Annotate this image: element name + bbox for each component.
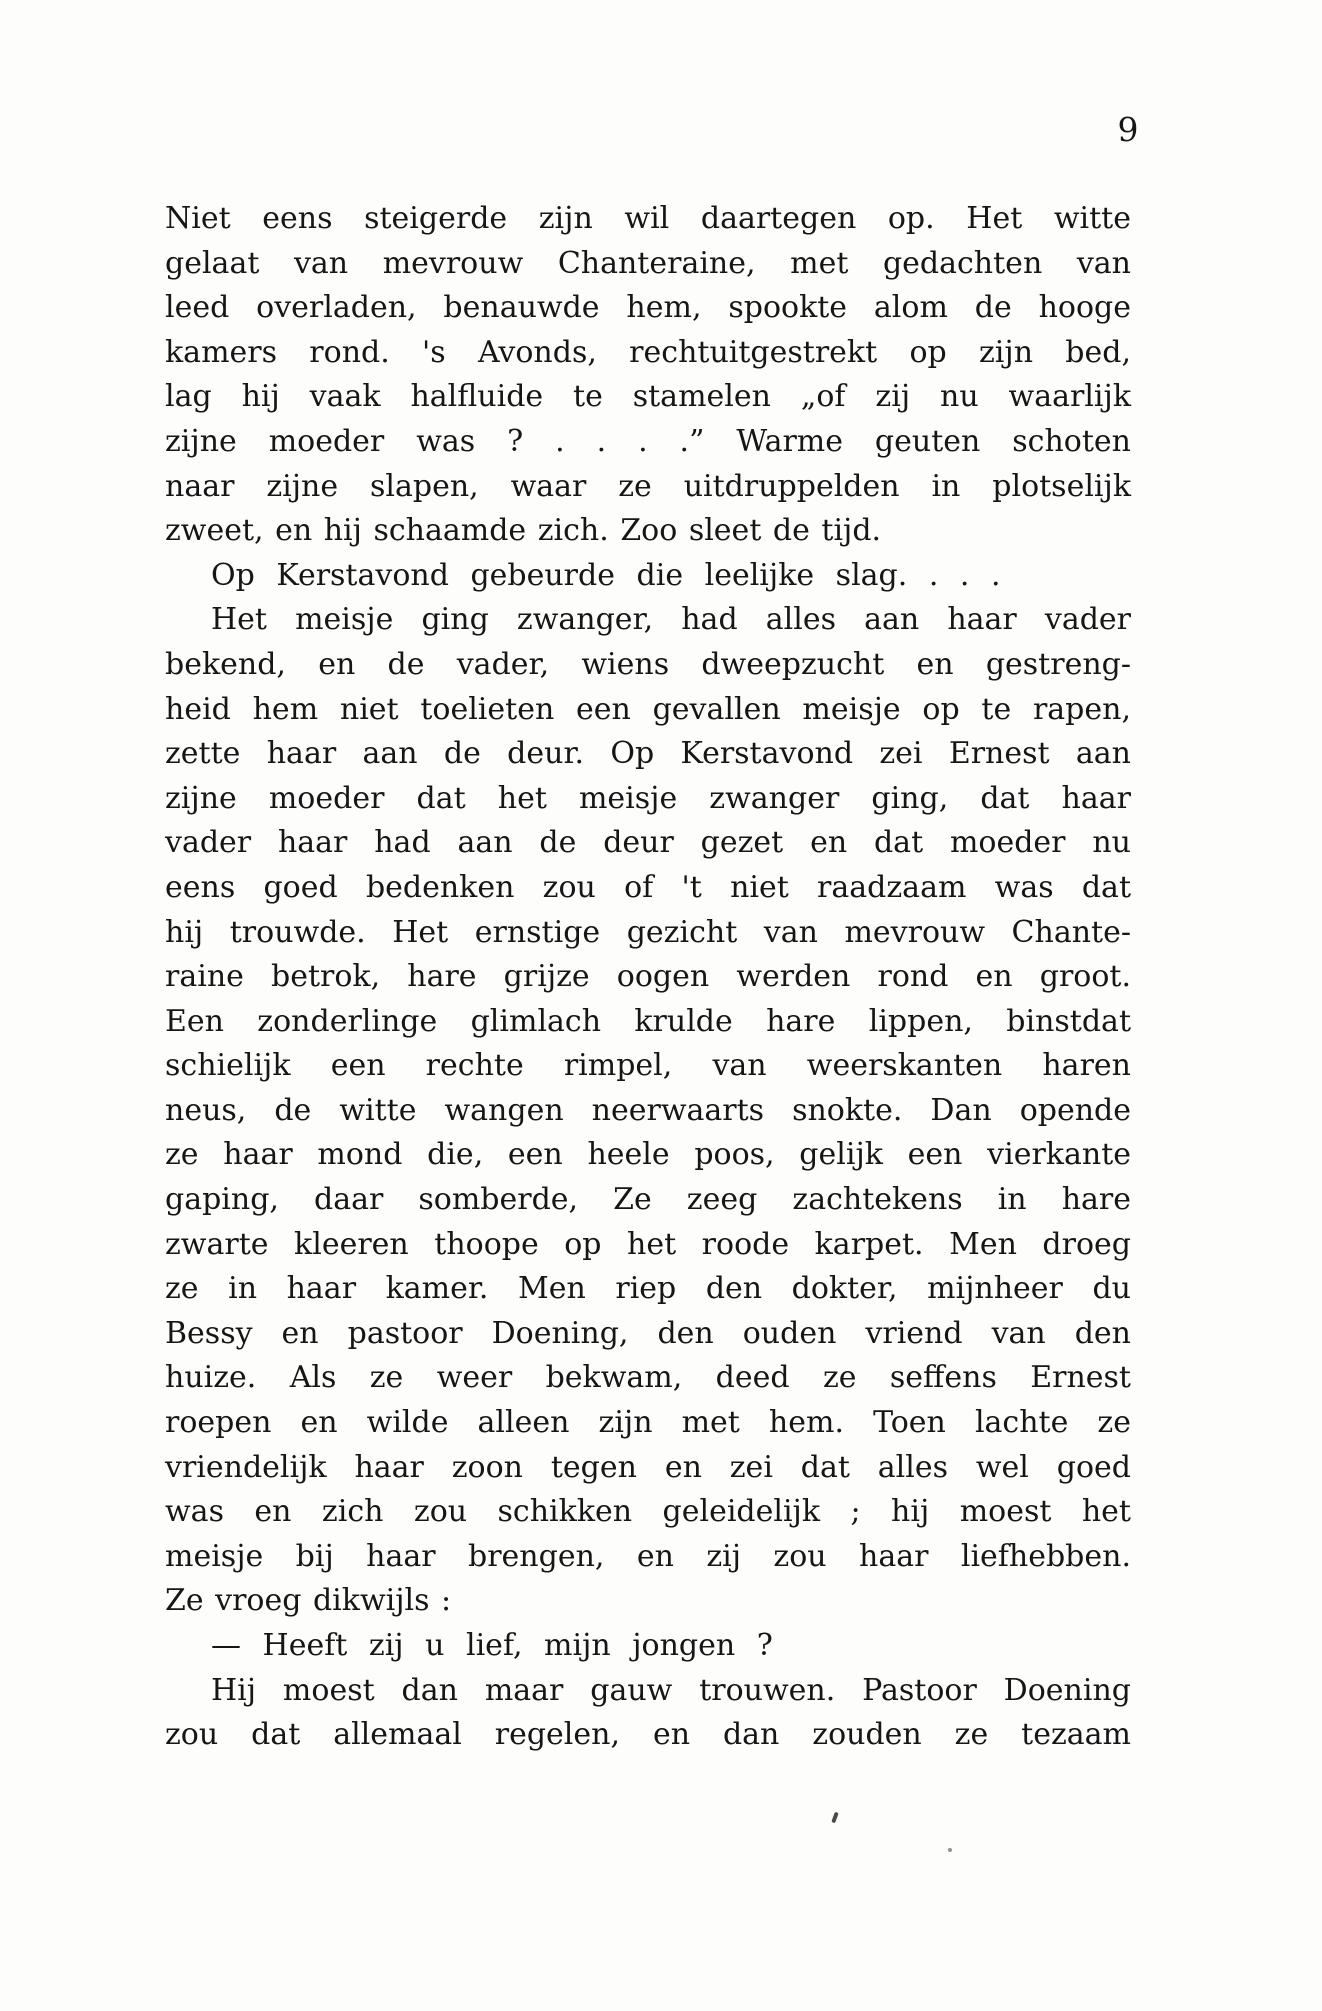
text-line: bekend, en de vader, wiens dweepzucht en gestreng- <box>165 646 1131 682</box>
text-line: Een zonderlinge glimlach krulde hare lippen, binstdat <box>165 1003 1131 1039</box>
text-line: zette haar aan de deur. Op Kerstavond zei Ernest aan <box>165 736 1131 772</box>
text-line: raine betrok, hare grijze oogen werden rond en groot. <box>165 959 1131 995</box>
text-line: zou dat allemaal regelen, en dan zouden ze tezaam <box>165 1717 1131 1753</box>
text-line: lag hij vaak halfluide te stamelen „of zij nu waarlijk <box>165 379 1131 415</box>
text-line: Het meisje ging zwanger, had alles aan haar vader <box>211 602 1131 638</box>
text-line: zijne moeder was ? . . . .” Warme geuten schoten <box>165 423 1131 459</box>
text-line: ze in haar kamer. Men riep den dokter, mijnheer du <box>165 1271 1131 1307</box>
text-line: — Heeft zij u lief, mijn jongen ? <box>211 1628 773 1663</box>
text-line: leed overladen, benauwde hem, spookte alom de hooge <box>165 290 1131 326</box>
text-line: zwarte kleeren thoope op het roode karpet. Men droeg <box>165 1226 1131 1262</box>
ink-speck <box>831 1812 839 1824</box>
text-line: was en zich zou schikken geleidelijk ; hij moest het <box>165 1494 1131 1530</box>
text-line: gaping, daar somberde, Ze zeeg zachtekens in hare <box>165 1182 1131 1218</box>
text-line: schielijk een rechte rimpel, van weerskanten haren <box>165 1048 1131 1084</box>
text-line: vader haar had aan de deur gezet en dat moeder nu <box>165 825 1131 861</box>
text-line: zijne moeder dat het meisje zwanger ging, dat haar <box>165 780 1131 816</box>
text-line: kamers rond. 's Avonds, rechtuitgestrekt op zijn bed, <box>165 334 1131 370</box>
text-line: roepen en wilde alleen zijn met hem. Toen lachte ze <box>165 1405 1131 1441</box>
page-number: 9 <box>1117 110 1139 149</box>
text-line: Hij moest dan maar gauw trouwen. Pastoor Doening <box>211 1672 1131 1708</box>
text-line: hij trouwde. Het ernstige gezicht van mevrouw Chante- <box>165 914 1131 950</box>
text-line: Op Kerstavond gebeurde die leelijke slag. . . . <box>211 557 1001 593</box>
text-line: Ze vroeg dikwijls : <box>165 1583 452 1619</box>
text-line: meisje bij haar brengen, en zij zou haar liefhebben. <box>165 1538 1131 1574</box>
text-line: Niet eens steigerde zijn wil daartegen op. Het witte <box>165 201 1131 236</box>
text-line: neus, de witte wangen neerwaarts snokte. Dan opende <box>165 1092 1131 1128</box>
text-line: Bessy en pastoor Doening, den ouden vriend van den <box>165 1315 1131 1351</box>
text-line: ze haar mond die, een heele poos, gelijk een vierkante <box>165 1137 1131 1173</box>
text-line: naar zijne slapen, waar ze uitdruppelden in plotselijk <box>165 468 1131 504</box>
text-line: vriendelijk haar zoon tegen en zei dat alles wel goed <box>165 1449 1131 1485</box>
body-text <box>165 197 1131 1758</box>
ink-speck <box>948 1848 952 1852</box>
text-line: huize. Als ze weer bekwam, deed ze seffens Ernest <box>165 1360 1131 1396</box>
text-line: gelaat van mevrouw Chanteraine, met gedachten van <box>165 245 1131 281</box>
text-line: zweet, en hij schaamde zich. Zoo sleet de tijd. <box>165 513 882 549</box>
text-line: heid hem niet toelieten een gevallen meisje op te rapen, <box>165 691 1131 727</box>
text-line: eens goed bedenken zou of 't niet raadzaam was dat <box>165 869 1131 905</box>
